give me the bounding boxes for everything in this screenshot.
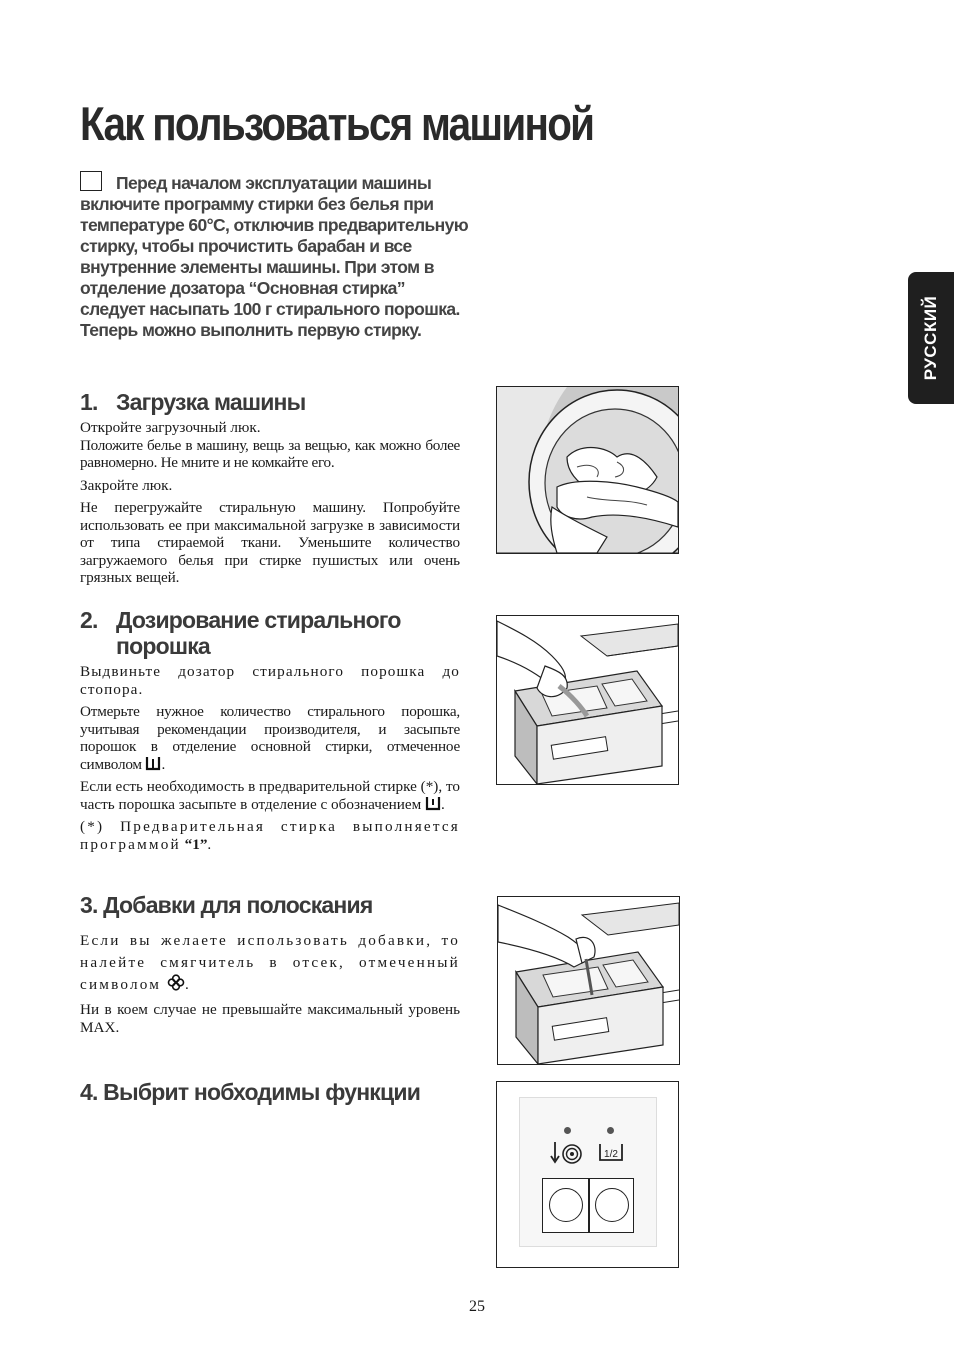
half-load-icon [598,1142,624,1164]
main-wash-symbol-icon [145,756,161,771]
section-2-p4: (*) Предварительная стирка выполняется программой [80,818,460,853]
half-load-label: 1/2 [604,1149,618,1160]
intro-note [80,171,470,341]
section-2-body [80,663,460,858]
section-1-p1: Откройте загрузочный люк. [80,419,261,436]
section-1-p2: Положите белье в машину, вещь за вещью, как можно более равномерно. Не мните и не комкайте его. [80,436,460,471]
language-tab [908,272,954,404]
figure-loading-drum [496,386,679,554]
language-tab-label: РУССКИЙ [921,295,940,381]
half-load-button[interactable] [595,1188,629,1222]
detergent-drawer-illustration [497,616,678,784]
section-3-p1-end: . [185,976,192,993]
page-number: 25 [469,1298,485,1315]
section-1-body [80,419,460,592]
figure-softener [497,896,680,1065]
section-1-title: Загрузка машины [116,389,306,415]
page-title: Как пользоваться машиной [80,97,594,150]
section-1-p4: Не перегружайте стиральную машину. Попробуйте использовать ее при максимальной загрузке в зависимости от типа стираемой ткани. Уменьшите количество загружаемого белья при стирке пушистых или очень грязных вещей. [80,499,460,586]
section-2-p2: Отмерьте нужное количество стирального порошка, учитывая рекомендации производителя, и засыпьте порошок в отделение основной стирки, отмеченное символом [80,703,460,773]
indicator-light-right [607,1127,614,1134]
section-2-p3: Если есть необходимость в предварительной стирке (*), то часть порошка засыпьте в отделение с обозначением [80,778,460,813]
indicator-light-left [564,1127,571,1134]
button-housing [542,1178,634,1233]
section-3-heading: 3. Добавки для полоскания [80,892,373,918]
section-1-p3: Закройте люк. [80,476,173,494]
section-2-program-number: “1” [184,835,208,853]
section-2-p2-end: . [161,755,166,773]
loading-drum-illustration [497,387,678,553]
softener-illustration [498,897,679,1064]
section-2-p3-end: . [440,795,445,813]
section-1-number: 1. [80,389,98,415]
spin-speed-icon [550,1140,584,1166]
section-3-p2: Ни в коем случае не превышайте максимальный уровень MAX. [80,1001,460,1036]
prewash-symbol-icon [425,796,441,811]
figure-detergent-drawer [496,615,679,785]
control-panel-face [519,1097,657,1247]
softener-flower-icon [167,974,185,991]
section-2-heading [80,607,401,659]
section-1-heading [80,389,306,415]
button-divider [588,1179,590,1232]
figure-control-panel [496,1081,679,1268]
checkbox-icon [80,171,102,191]
section-2-p4-end: . [207,835,212,853]
section-3-body [80,930,460,1041]
section-2-p1: Выдвиньте дозатор стирального порошка до стопора. [80,663,460,698]
section-3-p1: Если вы желаете использовать добавки, то налейте смягчитель в отсек, отмеченный символом [80,932,460,993]
section-2-number: 2. [80,607,98,633]
spin-speed-button[interactable] [549,1188,583,1222]
section-4-heading: 4. Выбрит нобходимы функции [80,1079,421,1105]
section-2-title-line2: порошка [116,633,210,659]
intro-text: Перед началом эксплуатации машины включите программу стирки без белья при температуре 60°С, отключив предварительную стирку, чтобы прочистить барабан и все внутренние элементы машины. При этом в отделение дозатора “Основная стирка” следует насыпать 100 г стирального порошка. Теперь можно выполнить первую стирку. [80,173,469,340]
section-2-title-line1: Дозирование стирального [116,607,401,633]
